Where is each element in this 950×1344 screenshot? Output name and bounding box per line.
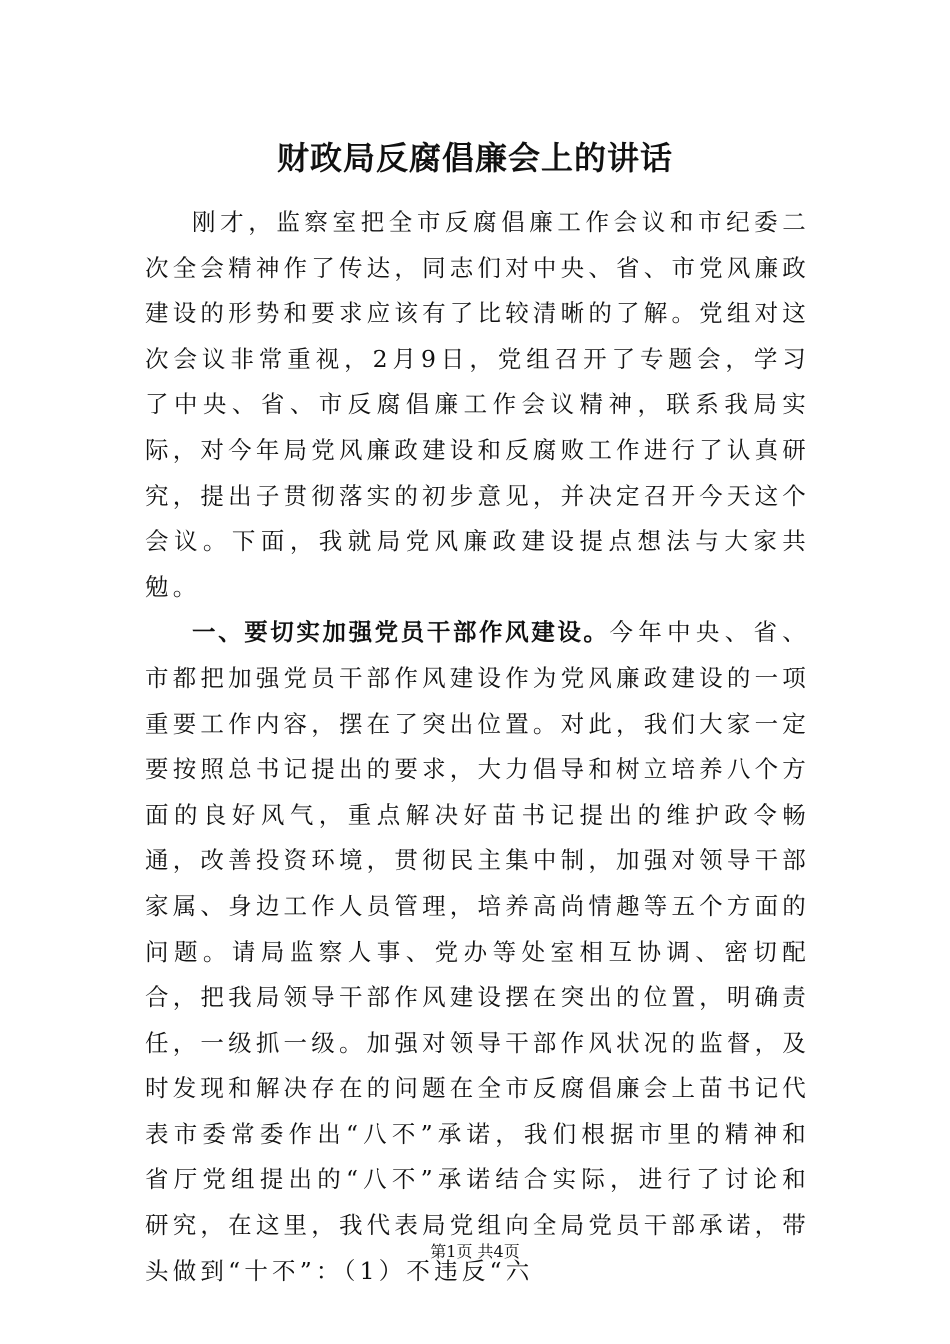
document-body [145, 200, 810, 1294]
paragraph-1 [145, 200, 810, 610]
paragraph-2 [145, 610, 810, 1294]
paragraph-1-text: 刚才，监察室把全市反腐倡廉工作会议和市纪委二次全会精神作了传达，同志们对中央、省、市党风廉政建设的形势和要求应该有了比较清晰的了解。党组对这次会议非常重视，2月9日，党组召开了专题会，学习了中央、省、市反腐倡廉工作会议精神，联系我局实际，对今年局党风廉政建设和反腐败工作进行了认真研究，提出子贯彻落实的初步意见，并决定召开今天这个会议。下面，我就局党风廉政建设提点想法与大家共勉。 [145, 208, 810, 601]
page-indicator: 第1页 共4页 [430, 1242, 520, 1261]
paragraph-2-heading: 一、要切实加强党员干部作风建设。 [192, 618, 610, 647]
document-title: 财政局反腐倡廉会上的讲话 [276, 139, 673, 177]
paragraph-2-text: 今年中央、省、市都把加强党员干部作风建设作为党风廉政建设的一项重要工作内容，摆在了突出位置。对此，我们大家一定要按照总书记提出的要求，大力倡导和树立培养八个方面的良好风气，重点解决好苗书记提出的维护政令畅通，改善投资环境，贯彻民主集中制，加强对领导干部家属、身边工作人员管理，培养高尚情趣等五个方面的问题。请局监察人事、党办等处室相互协调、密切配合，把我局领导干部作风建设摆在突出的位置，明确责任，一级抓一级。加强对领导干部作风状况的监督，及时发现和解决存在的问题在全市反腐倡廉会上苗书记代表市委常委作出“八不”承诺，我们根据市里的精神和省厅党组提出的“八不”承诺结合实际，进行了讨论和研究，在这里，我代表局党组向全局党员干部承诺，带头做到“十不”：（1）不违反“六 [145, 618, 811, 1285]
